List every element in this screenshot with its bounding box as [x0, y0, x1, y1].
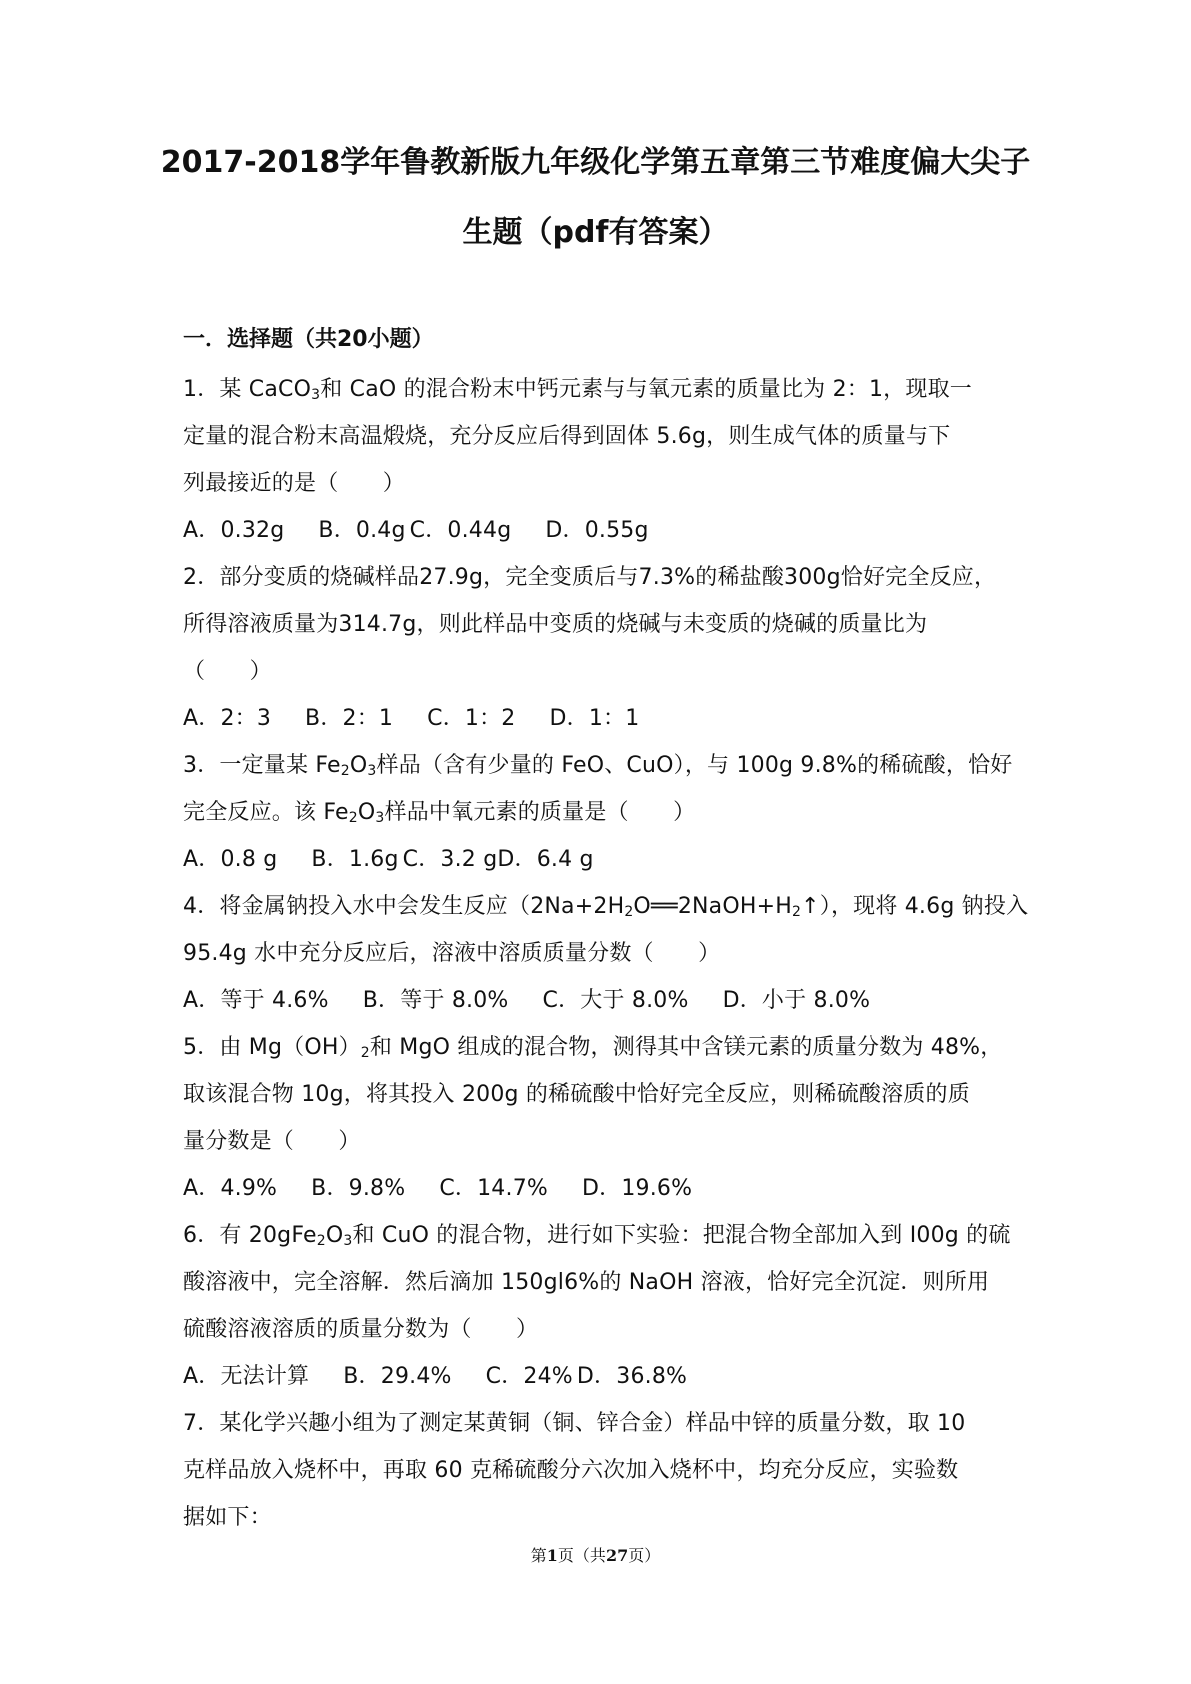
question-2-options [183, 695, 1013, 742]
option-d: D．6.4 g [497, 847, 594, 872]
option-d: D．小于 8.0% [722, 988, 871, 1013]
option-b: B．0.4g [318, 518, 406, 543]
section-heading: 一．选择题（共20小题） [183, 327, 434, 352]
question-4-options [183, 977, 1013, 1024]
question-5-line-2: 取该混合物 10g，将其投入 200g 的稀硫酸中恰好完全反应，则稀硫酸溶质的质 [183, 1082, 970, 1107]
option-d: D．1：1 [549, 706, 640, 731]
question-7-line-2: 克样品放入烧杯中，再取 60 克稀硫酸分六次加入烧杯中，均充分反应，实验数 [183, 1458, 959, 1483]
question-1-line-2: 定量的混合粉末高温煅烧，充分反应后得到固体 5.6g，则生成气体的质量与下 [183, 424, 951, 449]
option-b: B．9.8% [311, 1176, 406, 1201]
option-a: A．0.8 g [183, 847, 278, 872]
option-d: D．36.8% [576, 1364, 688, 1389]
question-6-line-3: 硫酸溶液溶质的质量分数为（ ） [183, 1317, 539, 1342]
page-number: 1 [546, 1546, 558, 1565]
question-6-line-1: 6．有 $20gFe_2O_3$和 CuO 的混合物，进行如下实验：把混合物全部加入到 I00g 的硫 [183, 1223, 1011, 1249]
option-c: C．3.2 g [402, 847, 498, 872]
option-c: C．14.7% [439, 1176, 548, 1201]
question-7-line-1: 7．某化学兴趣小组为了测定某黄铜（铜、锌合金）样品中锌的质量分数，取 10 [183, 1411, 966, 1436]
option-b: B．1.6g [311, 847, 399, 872]
question-5-options [183, 1165, 1013, 1212]
page-total: 27 [605, 1546, 629, 1565]
option-c: C．24% [485, 1364, 573, 1389]
option-c: C．1：2 [427, 706, 516, 731]
option-a: A．等于 4.6% [183, 988, 329, 1013]
option-c: C．大于 8.0% [542, 988, 689, 1013]
option-c: C．0.44g [409, 518, 512, 543]
question-7-line-3: 据如下： [183, 1505, 272, 1530]
option-b: B．2：1 [305, 706, 394, 731]
question-4-line-1: 4．将金属钠投入水中会发生反应$(2Na+2H_2O══2NaOH+H_2↑)$，现将 4.6g 钠投入 [183, 894, 1029, 920]
option-b: B．等于 8.0% [362, 988, 509, 1013]
page-footer: 第1页（共27页） [530, 1546, 661, 1565]
question-2-line-2: 所得溶液质量为314.7g，则此样品中变质的烧碱与未变质的烧碱的质量比为 [183, 612, 928, 637]
question-6-options [183, 1353, 1013, 1400]
question-5-line-1: 5．由 $Mg(OH)_2$和 MgO 组成的混合物，测得其中含镁元素的质量分数为 48%， [183, 1035, 1003, 1061]
option-a: A．无法计算 [183, 1364, 310, 1389]
question-2-line-3: （ ） [183, 659, 272, 684]
option-b: B．29.4% [343, 1364, 452, 1389]
question-5-line-3: 量分数是（ ） [183, 1129, 361, 1154]
question-list [183, 366, 1029, 1541]
question-1-line-3: 列最接近的是（ ） [183, 471, 406, 496]
option-d: D．19.6% [582, 1176, 693, 1201]
question-6-line-2: 酸溶液中，完全溶解．然后滴加 150gl6%的 NaOH 溶液，恰好完全沉淀．则所用 [183, 1270, 990, 1295]
question-1-options [183, 507, 1013, 554]
option-a: A．2：3 [183, 706, 272, 731]
question-3-line-2: 完全反应。该 $Fe_2O_3$样品中氧元素的质量是（ ） [183, 800, 696, 826]
question-1-line-1: 1．某 CaCO$_3$和 CaO 的混合粉末中钙元素与与氧元素的质量比为 2：1，现取一 [183, 377, 972, 403]
title-line-1: 2017-2018学年鲁教新版九年级化学第五章第三节难度偏大尖子 [160, 145, 1031, 180]
question-3-line-1: 3．一定量某 $Fe_2O_3$样品（含有少量的 FeO、CuO），与 100g 9.8%的稀硫酸，恰好 [183, 753, 1013, 779]
option-d: D．0.55g [545, 518, 649, 543]
question-2-line-1: 2．部分变质的烧碱样品27.9g，完全变质后与7.3%的稀盐酸300g恰好完全反应， [183, 565, 997, 590]
title-line-2: 生题（pdf有答案） [462, 215, 729, 250]
question-4-line-2: 95.4g 水中充分反应后，溶液中溶质质量分数（ ） [183, 941, 721, 966]
option-a: A．4.9% [183, 1176, 278, 1201]
document-title [150, 128, 1041, 268]
question-3-options [183, 836, 1013, 883]
option-a: A．0.32g [183, 518, 285, 543]
